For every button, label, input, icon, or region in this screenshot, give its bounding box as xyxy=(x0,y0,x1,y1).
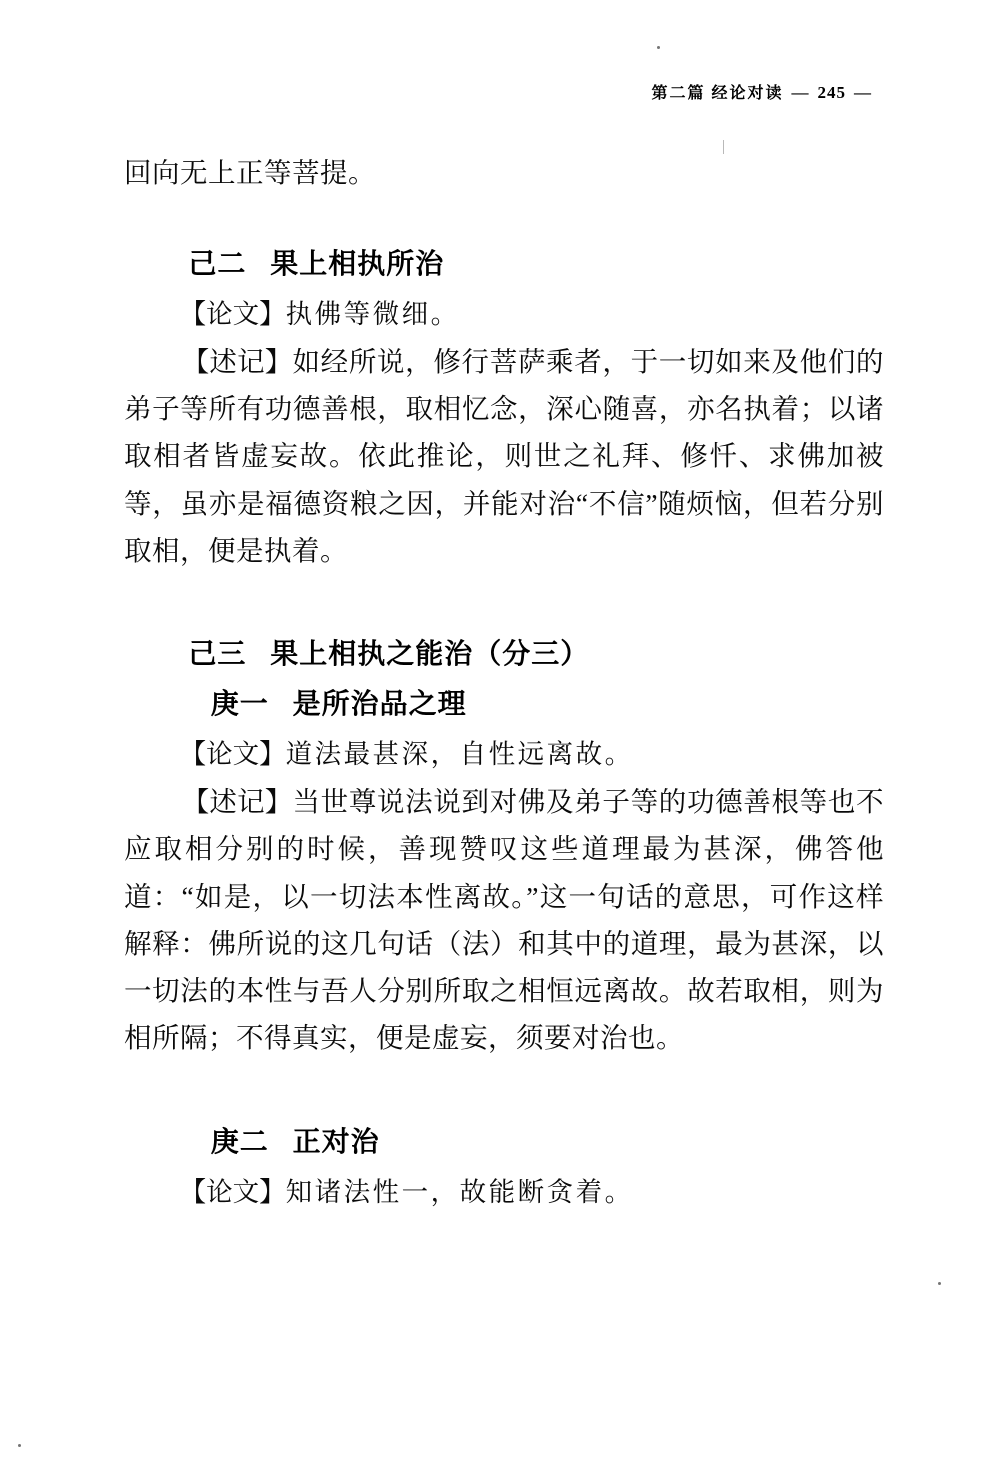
heading-geng-yi-title: 是所治品之理 xyxy=(292,689,467,721)
spacer xyxy=(124,282,884,292)
spacer xyxy=(124,722,884,732)
heading-ji-er-number: 己二 xyxy=(188,249,247,281)
heading-ji-san-number: 己三 xyxy=(188,639,247,671)
sutra-tag: 【论文】 xyxy=(179,739,286,770)
heading-ji-san-title: 果上相执之能治（分三） xyxy=(270,639,590,671)
spacer xyxy=(124,1160,884,1170)
scan-speck xyxy=(18,1444,21,1447)
sutra-text: 执佛等微细。 xyxy=(285,299,460,330)
heading-ji-er-title: 果上相执所治 xyxy=(270,249,445,281)
heading-geng-yi xyxy=(124,682,884,722)
running-head-dash-right: — xyxy=(854,83,872,102)
scan-speck xyxy=(657,46,660,49)
commentary-text: 当世尊说法说到对佛及弟子等的功德善根等也不应取相分别的时候，善现赞叹这些道理最为甚深，佛答他道：“如是，以一切法本性离故。”这一句话的意思，可作这样解释：佛所说的这几句话（法）和其中的道理，最为甚深，以一切法的本性与吾人分别所取之相恒远离故。故若取相，则为相所隔；不得真实，便是虚妄，须要对治也。 xyxy=(124,785,885,1054)
commentary-tag: 【述记】 xyxy=(181,785,293,817)
scan-speck xyxy=(938,1282,941,1285)
commentary-1 xyxy=(124,338,884,574)
sutra-tag: 【论文】 xyxy=(179,1176,286,1207)
spacer xyxy=(124,672,884,682)
heading-geng-er xyxy=(124,1120,884,1160)
spacer xyxy=(124,1062,884,1120)
sutra-text: 知诸法性一，故能断贪着。 xyxy=(285,1176,634,1207)
continued-paragraph: 回向无上正等菩提。 xyxy=(124,157,376,188)
heading-ji-er xyxy=(124,242,884,282)
commentary-text: 如经所说，修行菩萨乘者，于一切如来及他们的弟子等所有功德善根，取相忆念，深心随喜，亦名执着；以诸取相者皆虚妄故。依此推论，则世之礼拜、修忏、求佛加被等，虽亦是福德资粮之因，并能对治“不信”随烦恼，但若分别取相，便是执着。 xyxy=(124,345,885,567)
commentary-2 xyxy=(124,778,884,1062)
running-head-dash-left: — xyxy=(791,83,810,102)
sutra-text: 道法最甚深，自性远离故。 xyxy=(285,739,634,770)
sutra-quote-3 xyxy=(124,1170,884,1216)
page-number: 245 xyxy=(817,83,846,102)
running-head xyxy=(124,80,884,103)
spacer xyxy=(124,196,884,242)
sutra-quote-1 xyxy=(124,292,884,338)
commentary-tag: 【述记】 xyxy=(181,345,293,377)
sutra-quote-2 xyxy=(124,732,884,778)
sutra-tag: 【论文】 xyxy=(179,299,286,330)
page-content xyxy=(124,80,884,1215)
heading-geng-er-title: 正对治 xyxy=(292,1126,380,1158)
heading-geng-yi-number: 庚一 xyxy=(210,689,269,721)
heading-geng-er-number: 庚二 xyxy=(210,1126,269,1158)
heading-ji-san xyxy=(124,632,884,672)
spacer xyxy=(124,574,884,632)
running-head-section: 第二篇 经论对读 xyxy=(651,85,784,102)
